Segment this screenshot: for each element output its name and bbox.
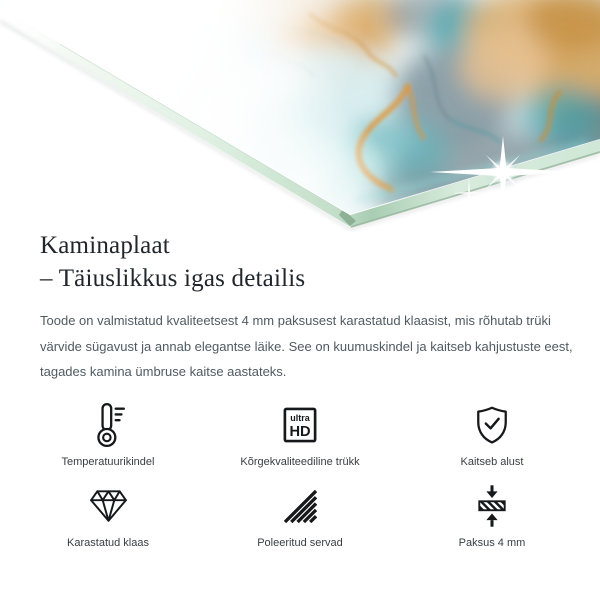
polished-edges-icon: [284, 483, 317, 529]
feature-label: Paksus 4 mm: [458, 537, 526, 549]
feature-label: Karastatud klaas: [67, 537, 149, 549]
glass-panel-art: [0, 0, 600, 232]
page-title: [40, 229, 305, 295]
feature-item-protects-base: [396, 402, 588, 469]
feature-label: Kaitseb alust: [460, 456, 524, 468]
ultra-hd-icon: [283, 402, 317, 448]
shield-check-icon: [474, 402, 510, 448]
feature-label: Poleeritud servad: [257, 537, 343, 549]
ultra-hd-icon-text-top: ultra: [290, 413, 310, 424]
thermometer-icon: [92, 402, 125, 448]
page-title-line2: – Täiuslikkus igas detailis: [40, 265, 306, 292]
feature-label: Kõrgekvaliteediline trükk: [240, 456, 360, 468]
product-photo: [0, 0, 600, 232]
feature-grid: [12, 402, 588, 550]
page-title-line1: Kaminaplaat: [40, 232, 170, 259]
diamond-icon: [88, 483, 129, 529]
feature-label: Temperatuurikindel: [61, 456, 155, 468]
feature-item-thickness: [396, 483, 588, 550]
ultra-hd-icon-text-bottom: HD: [289, 423, 311, 440]
compress-thickness-icon: [476, 483, 508, 529]
feature-item-print-quality: [204, 402, 396, 469]
feature-item-tempered-glass: [12, 483, 204, 550]
feature-item-temperature: [12, 402, 204, 469]
product-description: Toode on valmistatud kvaliteetsest 4 mm paksusest karastatud klaasist, mis rõhutab trüki värvide sügavust ja annab elegantse läike. See on kuumuskindel ja kaitseb kahjustuste eest, tagades kamina ümbruse kaitse aastateks.: [40, 313, 573, 379]
feature-item-polished-edges: [204, 483, 396, 550]
